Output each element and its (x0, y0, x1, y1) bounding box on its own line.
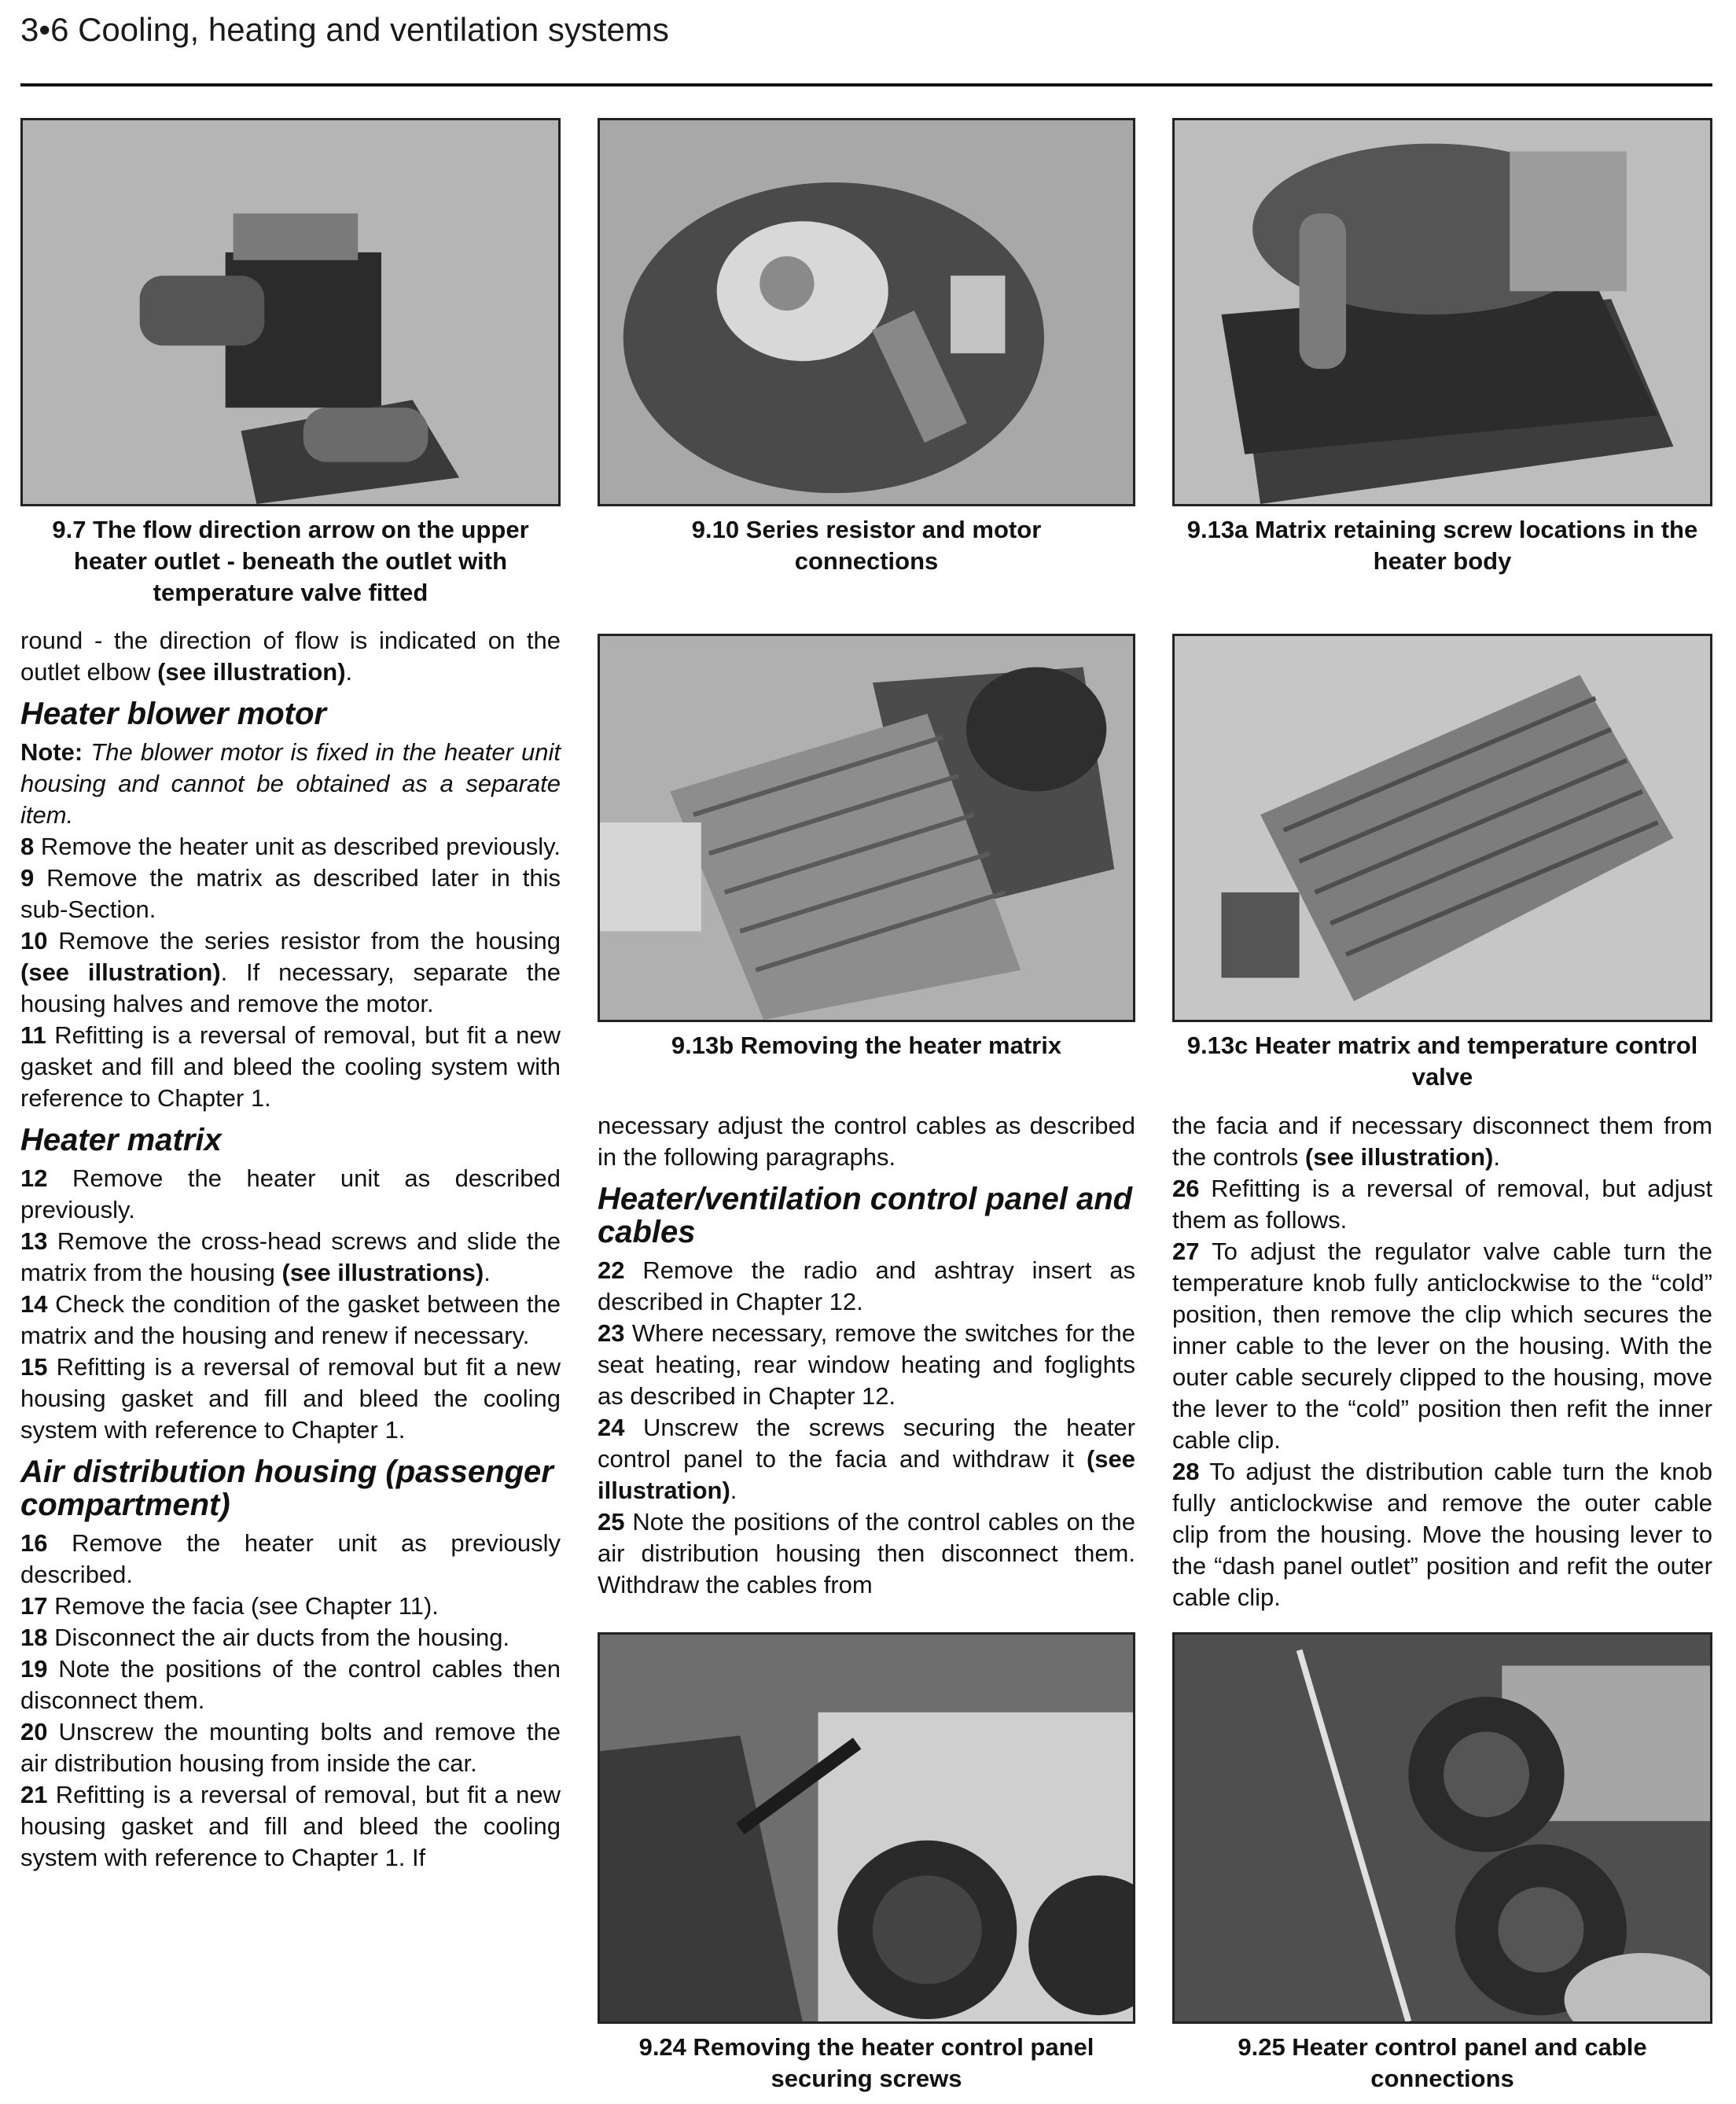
paragraph-19: 19 Note the positions of the control cables then disconnect them. (20, 1655, 561, 1714)
paragraph-26: 26 Refitting is a reversal of removal, but adjust them as follows. (1172, 1175, 1712, 1234)
page-header (20, 5, 1712, 86)
paragraph-continuation-3: the facia and if necessary disconnect them from the controls (see illustration). (1172, 1112, 1712, 1171)
paragraph-25: 25 Note the positions of the control cables on the air distribution housing then disconnect them. Withdraw the cables from (598, 1508, 1135, 1598)
paragraph-13: 13 Remove the cross-head screws and slide the matrix from the housing (see illustrations). (20, 1227, 561, 1286)
text-column-1 (20, 625, 561, 1874)
heading-control-panel-and-cables: Heater/ventilation control panel and cables (598, 1182, 1133, 1249)
heading-air-distribution-housing: Air distribution housing (passenger compartment) (20, 1455, 554, 1522)
paragraph-9: 9 Remove the matrix as described later in this sub-Section. (20, 864, 561, 923)
text-column-3 (1172, 1110, 1712, 1613)
heading-heater-matrix: Heater matrix (20, 1123, 222, 1157)
photo-9-24 (598, 1632, 1135, 2024)
paragraph-20: 20 Unscrew the mounting bolts and remove the air distribution housing from inside the car. (20, 1718, 561, 1777)
paragraph-17: 17 Remove the facia (see Chapter 11). (20, 1592, 439, 1620)
paragraph-24: 24 Unscrew the screws securing the heater control panel to the facia and withdraw it (see illustration). (598, 1414, 1135, 1504)
paragraph-11: 11 Refitting is a reversal of removal, but fit a new gasket and fill and bleed the cooling system with reference to Chapter 1. (20, 1021, 561, 1112)
caption-9-24: 9.24 Removing the heater control panel securing screws (638, 2033, 1094, 2092)
caption-9-25: 9.25 Heater control panel and cable connections (1238, 2033, 1647, 2092)
photo-9-25 (1172, 1632, 1712, 2024)
caption-9-7: 9.7 The flow direction arrow on the upper heater outlet - beneath the outlet with temperature valve fitted (52, 516, 529, 606)
photo-9-13c (1172, 634, 1712, 1022)
paragraph-8: 8 Remove the heater unit as described previously. (20, 833, 561, 860)
paragraph-18: 18 Disconnect the air ducts from the housing. (20, 1624, 510, 1651)
paragraph-16: 16 Remove the heater unit as previously described. (20, 1529, 561, 1588)
paragraph-15: 15 Refitting is a reversal of removal but fit a new housing gasket and fill and bleed the cooling system with reference to Chapter 1. (20, 1353, 561, 1444)
photo-9-13b (598, 634, 1135, 1022)
paragraph-27: 27 To adjust the regulator valve cable turn the temperature knob fully anticlockwise to the “cold” position, then remove the clip which secures the inner cable to the lever on the housing. With the outer cable securely clipped to the housing, move the lever to the “cold” position then refit the inner cable clip. (1172, 1238, 1712, 1454)
caption-9-10: 9.10 Series resistor and motor connections (691, 516, 1042, 575)
photo-9-10 (598, 118, 1135, 506)
paragraph-23: 23 Where necessary, remove the switches for the seat heating, rear window heating and foglights as described in Chapter 12. (598, 1319, 1135, 1410)
paragraph-continuation: necessary adjust the control cables as described in the following paragraphs. (598, 1112, 1135, 1171)
heading-heater-blower-motor: Heater blower motor (20, 697, 326, 731)
photo-9-13a (1172, 118, 1712, 506)
page-title: 3•6 Cooling, heating and ventilation systems (20, 11, 669, 48)
paragraph-28: 28 To adjust the distribution cable turn the knob fully anticlockwise and remove the outer cable clip from the housing. Move the housing lever to the “dash panel outlet” position and refit the outer cable clip. (1172, 1458, 1712, 1611)
paragraph-22: 22 Remove the radio and ashtray insert as described in Chapter 12. (598, 1256, 1135, 1315)
paragraph-10: 10 Remove the series resistor from the housing (see illustration). If necessary, separate the housing halves and remove the motor. (20, 927, 561, 1017)
paragraph-14: 14 Check the condition of the gasket between the matrix and the housing and renew if necessary. (20, 1290, 561, 1349)
caption-9-13b: 9.13b Removing the heater matrix (671, 1032, 1062, 1059)
paragraph-intro: round - the direction of flow is indicated on the outlet elbow (see illustration). (20, 627, 561, 686)
paragraph-21: 21 Refitting is a reversal of removal, but fit a new housing gasket and fill and bleed the cooling system with reference to Chapter 1. If (20, 1781, 561, 1871)
caption-9-13c: 9.13c Heater matrix and temperature control valve (1186, 1032, 1698, 1091)
paragraph-12: 12 Remove the heater unit as described previously. (20, 1164, 561, 1223)
caption-9-13a: 9.13a Matrix retaining screw locations in the heater body (1186, 516, 1698, 575)
text-column-2 (598, 1110, 1135, 1601)
photo-9-7 (20, 118, 561, 506)
paragraph-note: Note: The blower motor is fixed in the heater unit housing and cannot be obtained as a separate item. (20, 738, 561, 829)
